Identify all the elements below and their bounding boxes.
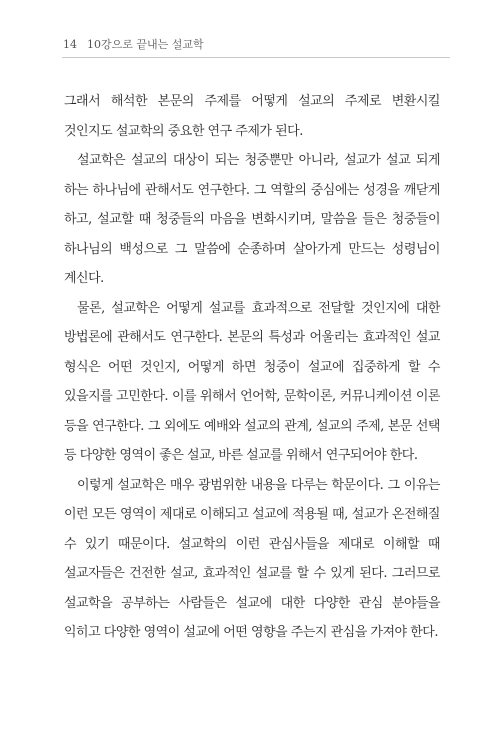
paragraph-1: 그래서 해석한 본문의 주제를 어떻게 설교의 주제로 변환시킬 것인지도 설교학의 중요한 연구 주제가 된다. xyxy=(64,94,440,139)
paragraph-3: 물론, 설교학은 어떻게 설교를 효과적으로 전달할 것인지에 대한 방법론에 관해서도 연구한다. 본문의 특성과 어울리는 효과적인 설교 형식은 어떤 것인지, 어떻게 하면 청중이 설교에 집중하게 할 수 있을지를 고민한다. 이를 위해서 언어학, 문학이론, 커뮤니케이션 이론 등을 연구한다. 그 외에도 예배와 설교의 관계, 설교의 주제, 본문 선택 등 다양한 영역이 좋은 설교, 바른 설교를 위해서 연구되어야 한다. xyxy=(64,300,440,463)
paragraph-2: 설교학은 설교의 대상이 되는 청중뿐만 아니라, 설교가 설교 되게 하는 하나님에 관해서도 연구한다. 그 역할의 중심에는 성경을 깨닫게 하고, 설교할 때 청중들의 마음을 변화시키며, 말씀을 들은 청중들이 하나님의 백성으로 그 말씀에 순종하며 살아가게 만드는 성령님이 계신다. xyxy=(64,153,440,286)
header-divider xyxy=(62,57,450,58)
page-number: 14 xyxy=(63,38,77,51)
paragraph-4: 이렇게 설교학은 매우 광범위한 내용을 다루는 학문이다. 그 이유는 이런 모든 영역이 제대로 이해되고 설교에 적용될 때, 설교가 온전해질 수 있기 때문이다. 설교학의 이런 관심사들을 제대로 이해할 때 설교자들은 건전한 설교, 효과적인 설교를 할 수 있게 된다. 그러므로 설교학을 공부하는 사람들은 설교에 대한 다양한 관심 분야들을 익히고 다양한 영역이 설교에 어떤 영향을 주는지 관심을 가져야 한다. xyxy=(64,477,440,640)
book-title: 10강으로 끝내는 설교학 xyxy=(87,38,204,51)
running-header xyxy=(63,38,204,52)
body-text xyxy=(64,87,440,648)
